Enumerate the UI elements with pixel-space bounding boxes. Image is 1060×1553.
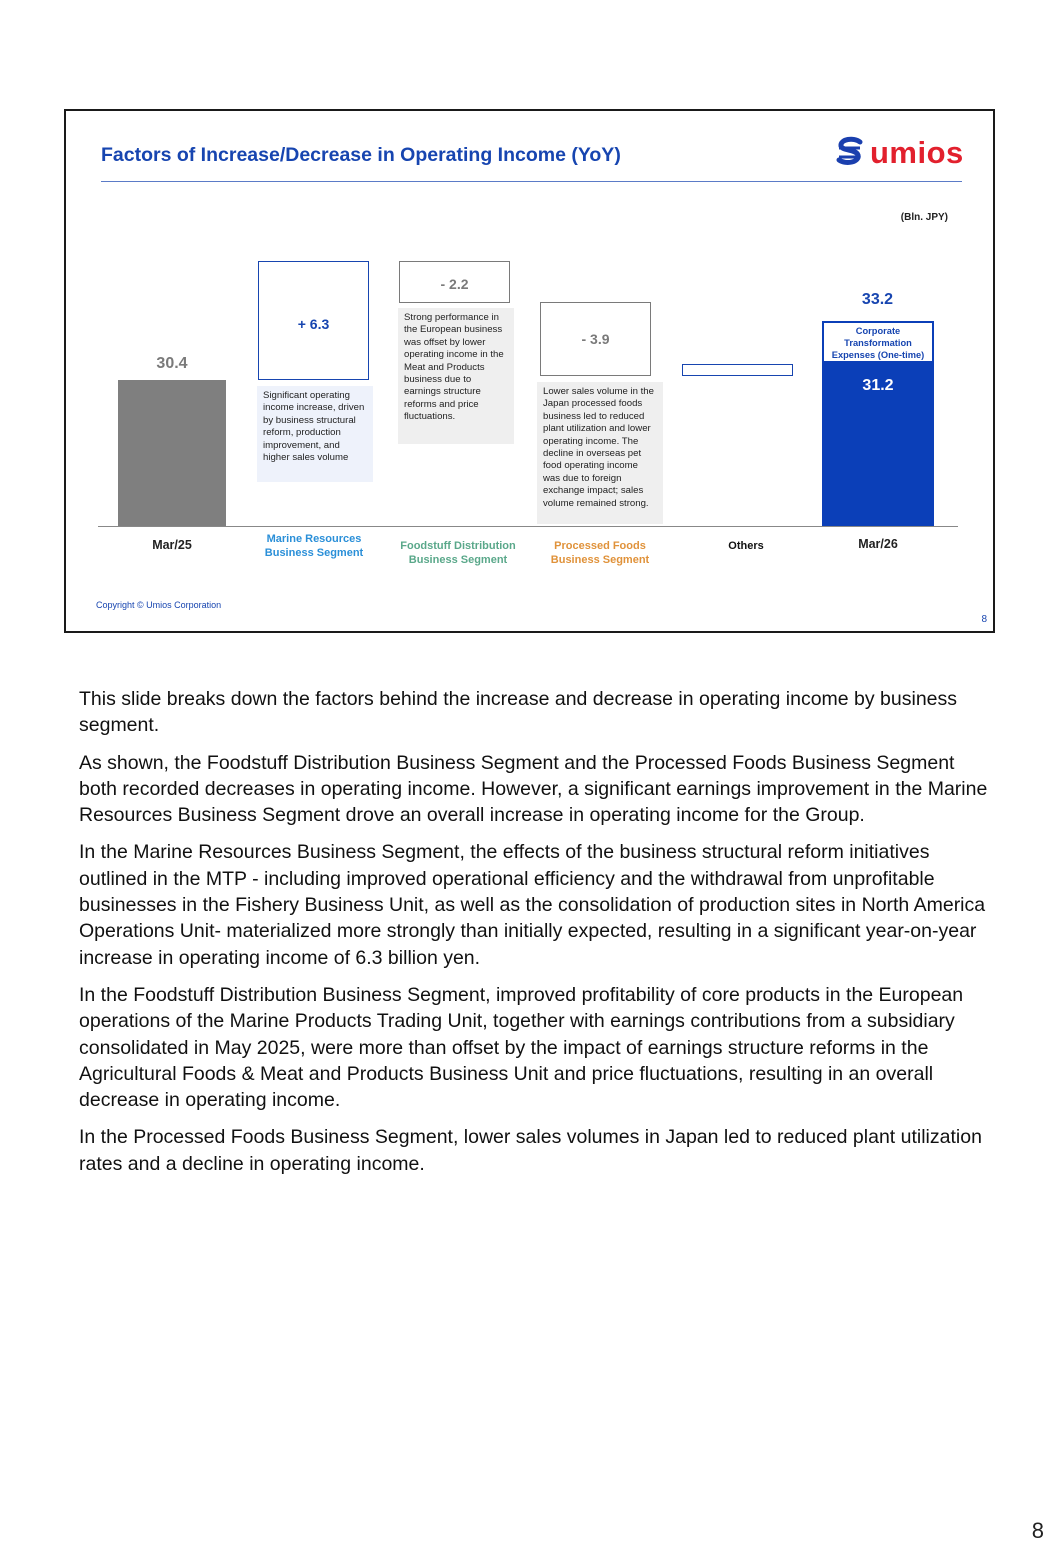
category-mar26: Mar/26	[858, 537, 898, 551]
unit-label: (Bln. JPY)	[900, 212, 948, 223]
category-marine: Marine Resources Business Segment	[264, 533, 364, 559]
bar-mar25	[118, 380, 226, 526]
slide-title: Factors of Increase/Decrease in Operating Income (YoY)	[101, 144, 621, 166]
copyright: Copyright © Umios Corporation	[96, 600, 222, 610]
paragraph: This slide breaks down the factors behind the increase and decrease in operating income by business segment.	[79, 688, 958, 737]
umios-logo	[834, 135, 974, 171]
slide	[64, 109, 995, 633]
paragraph: As shown, the Foodstuff Distribution Business Segment and the Processed Foods Business Segment both recorded decreases in operating income. However, a significant earnings improvement in the Marine Resources Business Segment drove an overall increase in operating income for the Group.	[79, 751, 988, 827]
paragraph: In the Processed Foods Business Segment, lower sales volumes in Japan led to reduced plant utilization rates and a decline in operating income.	[79, 1126, 982, 1175]
title-rule	[101, 181, 962, 182]
logo-mark-icon	[834, 136, 866, 170]
value-label-processed: - 3.9	[581, 331, 610, 347]
paragraph: In the Foodstuff Distribution Business Segment, improved profitability of core products in the European operations of the Marine Products Trading Unit, together with earnings contributions from a subsidiary consolidated in May 2025, were more than offset by the impact of earnings structure reforms in the Agricultural Foods & Meat and Products Business Unit and price fluctuations, resulting in an overall decrease in operating income.	[79, 983, 964, 1112]
category-mar25: Mar/25	[152, 538, 192, 552]
paragraph: In the Marine Resources Business Segment, the effects of the business structural reform initiatives outlined in the MTP - including improved operational efficiency and the withdrawal from unprofitable businesses in the Fishery Business Unit, as well as the consolidation of production sites in North America Operations Unit- materialized more strongly than initially expected, resulting in a significant year-on-year increase in operating income of 6.3 billion yen.	[79, 841, 986, 969]
category-others: Others	[728, 540, 764, 552]
note-processed: Lower sales volume in the Japan processed foods business led to reduced plant utilization and lower operating income. The decline in overseas pet food operating income was due to foreign exchange impact; sales volume remained strong.	[537, 382, 663, 524]
category-foodstuff: Foodstuff Distribution Business Segment	[400, 540, 516, 566]
note-foodstuff: Strong performance in the European business was offset by lower operating income in the Meat and Products business due to earnings structure reforms and price fluctuations.	[398, 308, 514, 444]
narrative	[79, 686, 989, 1188]
value-label-foodstuff: - 2.2	[440, 276, 469, 292]
value-label-mar25: 30.4	[156, 355, 188, 372]
slide-page-number: 8	[981, 614, 987, 625]
bar-others	[682, 364, 793, 376]
note-marine: Significant operating income increase, driven by business structural reform, production improvement, and higher sales volume	[257, 386, 373, 482]
value-label-mar26-total: 33.2	[861, 291, 894, 308]
value-label-mar26: 31.2	[862, 377, 894, 394]
category-processed: Processed Foods Business Segment	[550, 540, 650, 566]
logo-text: umios	[870, 135, 964, 170]
value-label-marine: + 6.3	[297, 316, 330, 332]
label-one-time-expenses: Corporate Transformation Expenses (One-time)	[831, 326, 925, 360]
page-number: 8	[1031, 1518, 1044, 1543]
x-axis	[98, 526, 958, 527]
